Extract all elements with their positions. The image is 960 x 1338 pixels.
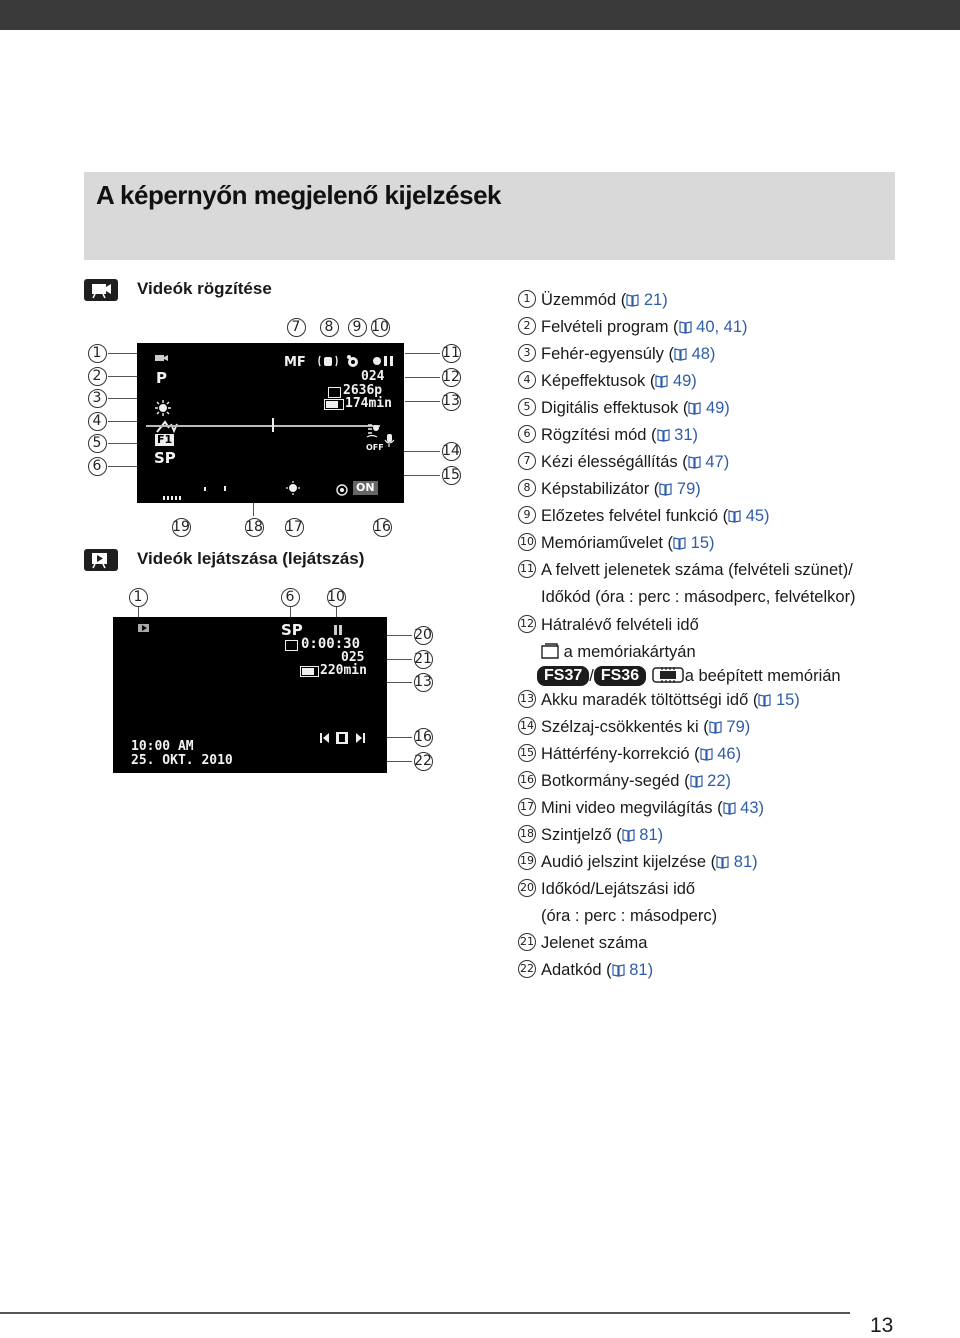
data-code-time: 10:00 AM [131,739,194,754]
legend-item: 6 Rögzítési mód ( 31) [517,423,947,450]
legend-item-continuation: Időkód (óra : perc : másodperc, felvételkor) [541,588,856,606]
book-icon [688,455,701,469]
callout-1: 1 [86,342,108,364]
legend-item: 9 Előzetes felvétel funkció ( 45) [517,504,947,531]
book-icon [657,428,670,442]
callout-8: 8 [318,316,340,338]
book-icon [679,320,692,334]
timecode: 0:00:30 [301,636,361,652]
legend-item: 19 Audió jelszint kijelzése ( 81) [517,850,947,877]
page-title: A képernyőn megjelenő kijelzések [96,180,501,210]
playback-record-mode: SP [281,621,303,639]
book-icon [612,963,625,977]
legend-item: 4 Képeffektusok ( 49) [517,369,947,396]
wind-off-label: OFF [366,443,384,452]
title-band [84,172,895,260]
joystick-guide-on: ON [353,481,378,495]
footer-rule [0,1312,850,1314]
model-tag-fs36: FS36 [594,666,646,686]
joystick-icon [336,483,348,495]
video-camera-icon [84,279,118,301]
built-in-memory-icon [651,666,685,684]
book-icon [723,801,736,815]
callout-19: 19 [170,516,192,538]
pause-icon [333,622,343,632]
battery-time: 174min [345,396,392,411]
legend-item: 7 Kézi élességállítás ( 47) [517,450,947,477]
legend-sub-builtin: FS37 / FS36 a beépített memórián [517,664,947,688]
callout-13: 13 [440,390,462,412]
legend-item: 3 Fehér-egyensúly ( 48) [517,342,947,369]
stabilizer-icon [318,354,338,368]
callout-7: 7 [285,316,307,338]
legend-item: 5 Digitális effektusok ( 49) [517,396,947,423]
legend-item: 21 Jelenet száma [517,931,947,958]
callout-12: 12 [440,366,462,388]
book-icon [728,509,741,523]
legend-item: 14 Szélzaj-csökkentés ki ( 79) [517,715,947,742]
model-tag-fs37: FS37 [537,666,589,686]
pre-record-icon [346,354,360,368]
playback-memory-icon [285,640,298,651]
digital-effect-badge: F1 [157,433,173,446]
program-mode: P [156,369,167,387]
legend-item: 15 Háttérfény-korrekció ( 46) [517,742,947,769]
callout-13: 13 [412,671,434,693]
leader-line [405,377,440,378]
legend-item: 11 A felvett jelenetek száma (felvételi szünet)/ [517,558,947,585]
audio-level-meter [163,487,187,491]
book-icon [655,374,668,388]
playback-controls [318,731,370,745]
book-icon [673,536,686,550]
book-icon [659,482,672,496]
legend-list [517,288,947,985]
callout-6: 6 [86,455,108,477]
legend-item: 20 Időkód/Lejátszási idő [517,877,947,904]
callout-9: 9 [346,316,368,338]
callout-16: 16 [412,726,434,748]
callout-3: 3 [86,387,108,409]
book-icon [626,293,639,307]
legend-item: 12 Hátralévő felvételi idő [517,613,947,640]
callout-18: 18 [243,516,265,538]
legend-item: 2 Felvételi program ( 40, 41) [517,315,947,342]
callout-4: 4 [86,410,108,432]
memory-operation-icon [372,354,396,368]
scene-count: 024 [361,369,385,384]
callout-20: 20 [412,624,434,646]
legend-item: 1 Üzemmód ( 21) [517,288,947,315]
book-icon [622,828,635,842]
book-icon [688,401,701,415]
movie-mode-icon [153,350,171,360]
legend-item: 18 Szintjelző ( 81) [517,823,947,850]
callout-15: 15 [440,464,462,486]
playback-heading: Videók lejátszása (lejátszás) [137,549,365,568]
level-marker [146,425,380,427]
leader-line [405,401,440,402]
image-effect-icon [155,420,181,434]
page-number: 13 [870,1314,894,1337]
book-icon [716,855,729,869]
legend-item: 8 Képstabilizátor ( 79) [517,477,947,504]
audio-level-peak [204,487,206,491]
callout-11: 11 [440,342,462,364]
callout-10: 10 [369,316,391,338]
scene-number: 025 [341,650,365,665]
video-playback-icon [84,549,118,571]
playback-battery-time: 220min [320,663,367,678]
record-mode: SP [154,449,176,467]
audio-level-peak [224,486,226,491]
playback-mode-icon [137,622,153,634]
callout-5: 5 [86,432,108,454]
book-icon [700,747,713,761]
callout-1: 1 [127,586,149,608]
callout-14: 14 [440,440,462,462]
callout-16: 16 [371,516,393,538]
manual-focus: MF [284,355,306,370]
memory-card-icon [328,387,341,398]
legend-item: 22 Adatkód ( 81) [517,958,947,985]
battery-icon [324,399,344,410]
video-light-icon [286,481,300,495]
legend-item: 16 Botkormány-segéd ( 22) [517,769,947,796]
callout-17: 17 [283,516,305,538]
callout-10: 10 [325,586,347,608]
recording-heading: Videók rögzítése [137,279,272,298]
callout-2: 2 [86,365,108,387]
playback-battery-icon [300,666,319,677]
legend-item: 13 Akku maradék töltöttségi idő ( 15) [517,688,947,715]
callout-6: 6 [279,586,301,608]
callout-22: 22 [412,750,434,772]
legend-item-continuation: (óra : perc : másodperc) [541,907,718,925]
level-marker-tick [272,418,274,432]
book-icon [709,720,722,734]
remaining-card-time: 2636p [343,383,383,398]
white-balance-icon [155,400,171,416]
legend-item: 17 Mini video megvilágítás ( 43) [517,796,947,823]
legend-sub-card: a memóriakártyán [517,640,947,664]
book-icon [690,774,703,788]
top-bar [0,0,960,30]
memory-card-icon [541,643,559,659]
book-icon [758,693,771,707]
book-icon [674,347,687,361]
callout-21: 21 [412,648,434,670]
legend-item: 10 Memóriaművelet ( 15) [517,531,947,558]
data-code-date: 25. OKT. 2010 [131,753,233,768]
leader-line [405,353,440,354]
